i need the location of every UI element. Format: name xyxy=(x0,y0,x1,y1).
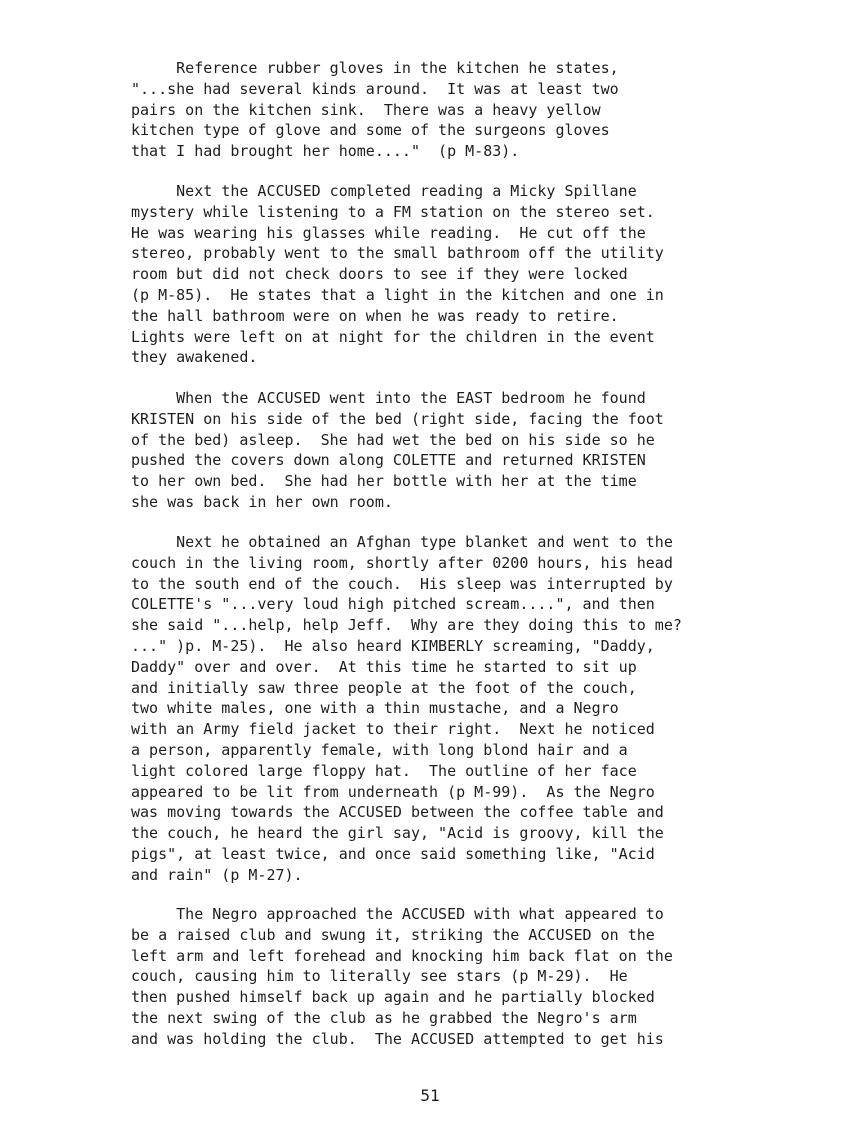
text-line: be a raised club and swung it, striking the ACCUSED on the xyxy=(131,925,655,944)
text-line: then pushed himself back up again and he partially blocked xyxy=(131,988,655,1007)
text-line: The Negro approached the ACCUSED with what appeared to xyxy=(131,905,664,923)
text-line: and initially saw three people at the foot of the couch, xyxy=(131,678,637,697)
text-line: the next swing of the club as he grabbed the Negro's arm xyxy=(131,1008,637,1027)
page-number: 51 xyxy=(420,1086,440,1105)
text-line: a person, apparently female, with long blond hair and a xyxy=(131,740,628,759)
text-line: room but did not check doors to see if they were locked xyxy=(131,265,628,284)
text-line: and was holding the club. The ACCUSED attempted to get his xyxy=(131,1029,664,1048)
text-line: stereo, probably went to the small bathroom off the utility xyxy=(131,244,664,263)
text-line: pairs on the kitchen sink. There was a heavy yellow xyxy=(131,100,601,119)
text-line: left arm and left forehead and knocking him back flat on the xyxy=(131,946,673,965)
text-line: Daddy" over and over. At this time he started to sit up xyxy=(131,657,637,676)
text-line: with an Army field jacket to their right. Next he noticed xyxy=(131,720,655,739)
text-line: couch in the living room, shortly after 0200 hours, his head xyxy=(131,553,673,572)
text-line: light colored large floppy hat. The outline of her face xyxy=(131,761,637,780)
text-line: When the ACCUSED went into the EAST bedroom he found xyxy=(131,389,646,407)
text-line: "...she had several kinds around. It was at least two xyxy=(131,79,619,98)
text-line: pigs", at least twice, and once said something like, "Acid xyxy=(131,844,655,863)
text-line: KRISTEN on his side of the bed (right side, facing the foot xyxy=(131,409,664,428)
text-line: He was wearing his glasses while reading. He cut off the xyxy=(131,223,646,242)
paragraph-living-room-couch xyxy=(131,532,751,886)
paragraph-east-bedroom xyxy=(131,388,751,513)
text-line: (p M-85). He states that a light in the kitchen and one in xyxy=(131,285,664,304)
text-line: COLETTE's "...very loud high pitched scream....", and then xyxy=(131,595,655,614)
text-line: to the south end of the couch. His sleep was interrupted by xyxy=(131,574,673,593)
text-line: Next he obtained an Afghan type blanket and went to the xyxy=(131,533,673,551)
text-line: was moving towards the ACCUSED between the coffee table and xyxy=(131,803,664,822)
text-line: that I had brought her home...." (p M-83). xyxy=(131,142,520,161)
text-line: to her own bed. She had her bottle with her at the time xyxy=(131,472,637,491)
text-line: two white males, one with a thin mustache, and a Negro xyxy=(131,699,619,718)
text-line: Next the ACCUSED completed reading a Micky Spillane xyxy=(131,182,637,200)
text-line: couch, causing him to literally see stars (p M-29). He xyxy=(131,967,628,986)
text-line: and rain" (p M-27). xyxy=(131,865,303,884)
text-line: pushed the covers down along COLETTE and returned KRISTEN xyxy=(131,451,646,470)
text-line: she said "...help, help Jeff. Why are they doing this to me? xyxy=(131,616,682,635)
text-line: appeared to be lit from underneath (p M-99). As the Negro xyxy=(131,782,655,801)
text-line: Reference rubber gloves in the kitchen he states, xyxy=(131,59,619,77)
text-line: she was back in her own room. xyxy=(131,492,393,511)
text-line: mystery while listening to a FM station on the stereo set. xyxy=(131,202,655,221)
text-line: Lights were left on at night for the children in the event xyxy=(131,327,655,346)
paragraph-rubber-gloves xyxy=(131,58,751,162)
text-line: the couch, he heard the girl say, "Acid is groovy, kill the xyxy=(131,824,664,843)
text-line: the hall bathroom were on when he was ready to retire. xyxy=(131,306,619,325)
text-line: they awakened. xyxy=(131,348,258,367)
text-line: kitchen type of glove and some of the surgeons gloves xyxy=(131,121,610,140)
text-line: of the bed) asleep. She had wet the bed on his side so he xyxy=(131,430,655,449)
paragraph-reading-stereo xyxy=(131,181,751,368)
text-line: ..." )p. M-25). He also heard KIMBERLY screaming, "Daddy, xyxy=(131,636,655,655)
paragraph-negro-approached xyxy=(131,904,751,1050)
